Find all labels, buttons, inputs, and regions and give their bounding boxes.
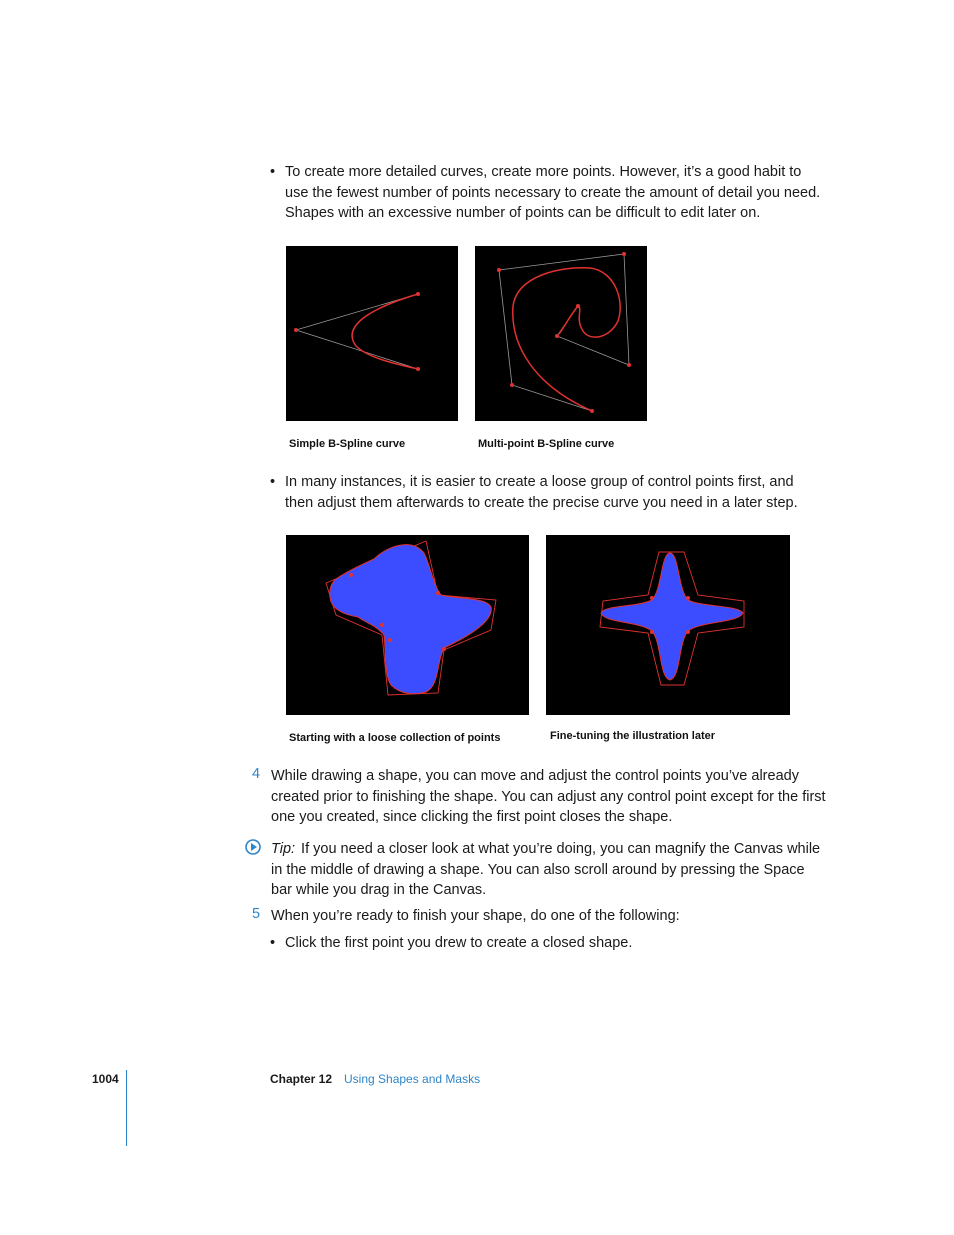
simple-bspline-illustration	[286, 246, 458, 421]
figure-caption: Starting with a loose collection of points	[289, 732, 501, 744]
figure-simple-bspline	[286, 246, 458, 421]
footer-chapter: Chapter 12	[270, 1072, 333, 1086]
step-text: When you’re ready to finish your shape, do one of the following:	[271, 908, 680, 924]
figure-loose-points	[286, 535, 529, 715]
figure-caption: Simple B-Spline curve	[289, 438, 406, 450]
tip-text: If you need a closer look at what you’re doing, you can magnify the Canvas while in the middle of drawing a shape. You can also scroll around by pressing the Space bar while you drag in the Canvas.	[271, 841, 821, 898]
multipoint-bspline-illustration	[475, 246, 647, 421]
bullet-item	[270, 472, 822, 516]
tip-paragraph	[271, 839, 827, 901]
bullet-item	[270, 162, 822, 228]
bullet-marker: •	[270, 164, 276, 180]
tip-label: Tip:	[271, 841, 296, 857]
bullet-text: To create more detailed curves, create more points. However, it’s a good habit to use the fewest number of points necessary to create the amount of detail you need. Shapes with an excessive number of points can be difficult to edit later on.	[285, 164, 821, 221]
figure-caption: Multi-point B-Spline curve	[478, 438, 615, 450]
figure-fine-tuned	[546, 535, 790, 715]
footer-divider	[126, 1070, 127, 1146]
figure-multipoint-bspline	[475, 246, 647, 421]
tip-arrow-icon	[245, 839, 261, 855]
bullet-text: In many instances, it is easier to create a loose group of control points first, and then adjust them afterwards to create the precise curve you need in a later step.	[285, 474, 798, 511]
fine-tuned-shape-illustration	[546, 535, 790, 715]
page-number: 1004	[92, 1072, 119, 1086]
bullet-marker: •	[270, 935, 276, 951]
bullet-item	[270, 933, 822, 955]
step-text: While drawing a shape, you can move and adjust the control points you’ve already created prior to finishing the shape. You can adjust any control point except for the first one you created, since clicking the first point closes the shape.	[271, 768, 826, 825]
step-number: 5	[252, 906, 261, 922]
footer-chapter-title: Using Shapes and Masks	[344, 1072, 481, 1086]
bullet-text: Click the first point you drew to create a closed shape.	[285, 935, 633, 951]
step-number: 4	[252, 766, 261, 782]
figure-caption: Fine-tuning the illustration later	[550, 730, 715, 742]
loose-shape-illustration	[286, 535, 529, 715]
bullet-marker: •	[270, 474, 276, 490]
